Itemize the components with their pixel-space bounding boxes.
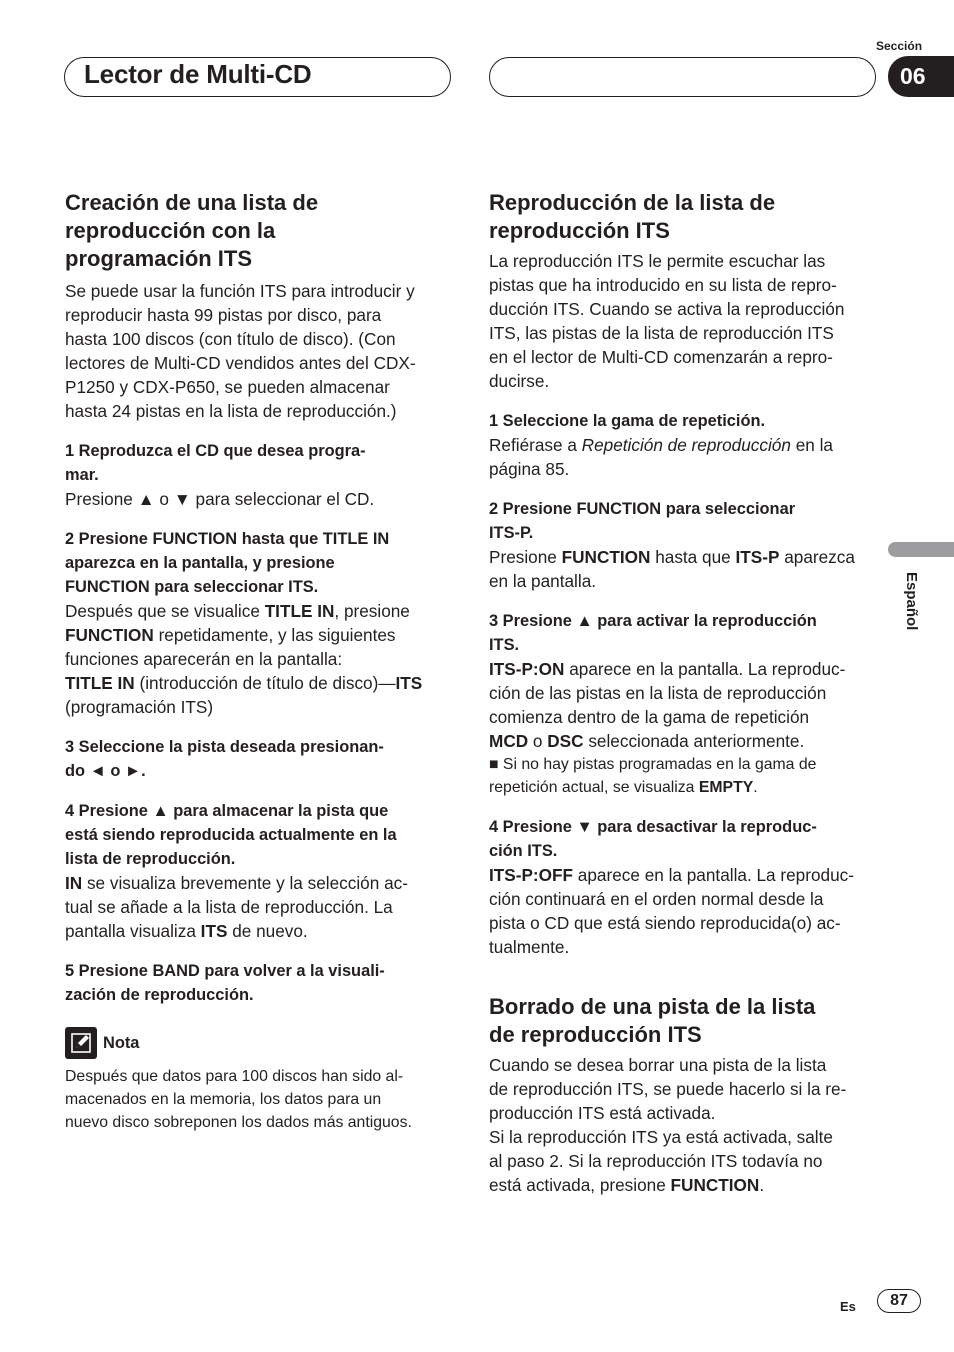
intro-paragraph: Se puede usar la función ITS para introducir y reproducir hasta 99 pistas por disco, para hasta 100 discos (con título de disco). (Con lectores de Multi-CD vendidos antes del CDX- P1250 y CDX-P650, se pueden almacenar hasta 24 pistas en la lista de reproducción.) (65, 281, 416, 421)
right-step-3-title: 3 Presione ▲ para activar la reproducción ITS. (489, 612, 817, 654)
down-arrow-icon: ▼ (173, 489, 191, 509)
right-column (489, 189, 881, 1197)
right-step-4-text: ITS-P:OFF aparece en la pantalla. La reproduc- ción continuará en el orden normal desde la pista o CD que está siendo reproducida(o) ac- tualmente. (489, 865, 854, 957)
footer-language-code: Es (840, 1299, 856, 1314)
header-right-frame (489, 57, 876, 97)
up-arrow-icon: ▲ (137, 489, 155, 509)
step-1-title: 1 Reproduzca el CD que desea progra- mar. (65, 442, 366, 484)
empty-note-bullet: ■ Si no hay pistas programadas en la gama de repetición actual, se visualiza EMPTY. (489, 756, 817, 796)
step-4-text: IN se visualiza brevemente y la selección ac- tual se añade a la lista de reproducción. La pantalla visualiza ITS de nuevo. (65, 873, 408, 941)
right-step-4-title: 4 Presione ▼ para desactivar la reproduc- ción ITS. (489, 818, 817, 860)
section-label: Sección (876, 39, 923, 53)
note-pencil-icon (65, 1027, 97, 1059)
delete-paragraph: Cuando se desea borrar una pista de la lista de reproducción ITS, se puede hacerlo si la re- producción ITS está activada. Si la reproducción ITS ya está activada, salte al paso 2. Si la reproducción ITS todavía no está activada, presione FUNCTION. (489, 1055, 847, 1195)
note-header (65, 1027, 457, 1059)
step-2-title: 2 Presione FUNCTION hasta que TITLE IN aparezca en la pantalla, y presione FUNCTION para seleccionar ITS. (65, 530, 390, 596)
right-step-3-text: ITS-P:ON aparece en la pantalla. La reproduc- ción de las pistas en la lista de reproducción comienza dentro de la gama de repetición MCD o DSC seleccionada anteriormente. (489, 659, 846, 751)
page-number: 87 (877, 1289, 921, 1313)
right-step-2-title: 2 Presione FUNCTION para seleccionar ITS-P. (489, 500, 796, 542)
note-label: Nota (103, 1033, 140, 1052)
left-column (65, 189, 457, 1134)
section-heading-reproduccion: Reproducción de la lista de reproducción ITS (489, 190, 776, 243)
right-step-1-text: Refiérase a Repetición de reproducción en la página 85. (489, 435, 833, 479)
step-1-text: Presione ▲ o ▼ para seleccionar el CD. (65, 489, 375, 509)
step-2-text: Después que se visualice TITLE IN, presione FUNCTION repetidamente, y las siguientes funciones aparecerán en la pantalla: TITLE IN (introducción de título de disco)—ITS (programación ITS) (65, 601, 423, 717)
step-4-title: 4 Presione ▲ para almacenar la pista que está siendo reproducida actualmente en la lista de reproducción. (65, 802, 397, 868)
its-intro-paragraph: La reproducción ITS le permite escuchar las pistas que ha introducido en su lista de repro- ducción ITS. Cuando se activa la reproducción ITS, las pistas de la lista de reproducción ITS en el lector de Multi-CD comenzarán a repro- ducirse. (489, 251, 845, 391)
section-heading-borrado: Borrado de una pista de la lista de reproducción ITS (489, 994, 816, 1047)
step-3-title: 3 Seleccione la pista deseada presionan- do ◄ o ►. (65, 738, 384, 780)
note-text: Después que datos para 100 discos han sido al- macenados en la memoria, los datos para un nuevo disco sobreponen los dados más antiguos. (65, 1068, 412, 1131)
language-tab-bar (888, 542, 954, 557)
section-number-tab: 06 (888, 56, 954, 97)
right-step-1-title: 1 Seleccione la gama de repetición. (489, 412, 766, 430)
right-step-2-text: Presione FUNCTION hasta que ITS-P aparezca en la pantalla. (489, 547, 855, 591)
page-title: Lector de Multi-CD (84, 59, 312, 89)
section-heading-creacion: Creación de una lista de reproducción con la programación ITS (65, 190, 319, 271)
step-5-title: 5 Presione BAND para volver a la visuali- zación de reproducción. (65, 962, 385, 1004)
language-label: Español (903, 572, 920, 631)
